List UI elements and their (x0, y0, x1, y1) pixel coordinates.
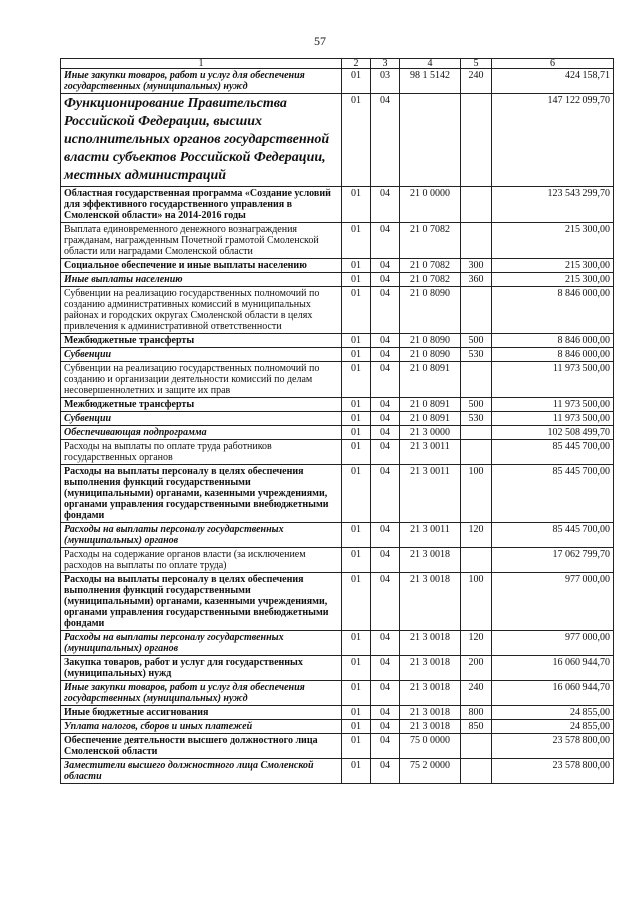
row-subsection-cell: 04 (371, 287, 400, 334)
row-target-article-cell: 21 0 7082 (400, 273, 461, 287)
row-subsection-cell: 04 (371, 187, 400, 223)
row-section-cell: 01 (342, 362, 371, 398)
row-name-cell: Иные закупки товаров, работ и услуг для обеспечения государственных (муниципальных) нужд (61, 681, 342, 706)
row-expense-type-cell (461, 187, 492, 223)
row-section-cell: 01 (342, 631, 371, 656)
row-name-cell: Выплата единовременного денежного вознаграждения гражданам, награжденным Почетной грамотой Смоленской области или наградами Смоленской области (61, 223, 342, 259)
row-amount-cell: 8 846 000,00 (492, 334, 614, 348)
row-expense-type-cell (461, 223, 492, 259)
table-row (61, 706, 614, 720)
table-row (61, 440, 614, 465)
row-target-article-cell: 21 0 8091 (400, 398, 461, 412)
table-row (61, 273, 614, 287)
row-amount-cell: 123 543 299,70 (492, 187, 614, 223)
row-target-article-cell: 21 0 7082 (400, 259, 461, 273)
row-name-cell: Субвенции (61, 348, 342, 362)
row-expense-type-cell: 800 (461, 706, 492, 720)
row-amount-cell: 16 060 944,70 (492, 681, 614, 706)
row-section-cell: 01 (342, 734, 371, 759)
row-subsection-cell: 04 (371, 398, 400, 412)
row-amount-cell: 8 846 000,00 (492, 287, 614, 334)
row-expense-type-cell: 850 (461, 720, 492, 734)
row-subsection-cell: 04 (371, 334, 400, 348)
row-subsection-cell: 04 (371, 440, 400, 465)
row-expense-type-cell: 500 (461, 398, 492, 412)
row-subsection-cell: 04 (371, 720, 400, 734)
row-target-article-cell (400, 94, 461, 187)
row-name-cell: Областная государственная программа «Создание условий для эффективного государственного управления в Смоленской области» на 2014-2016 годы (61, 187, 342, 223)
row-expense-type-cell: 530 (461, 412, 492, 426)
table-row (61, 426, 614, 440)
table-row (61, 681, 614, 706)
row-name-cell: Расходы на выплаты персоналу государственных (муниципальных) органов (61, 631, 342, 656)
row-amount-cell: 8 846 000,00 (492, 348, 614, 362)
table-row (61, 523, 614, 548)
row-section-cell: 01 (342, 465, 371, 523)
row-amount-cell: 977 000,00 (492, 573, 614, 631)
row-name-cell: Расходы на содержание органов власти (за исключением расходов на выплаты по оплате труда) (61, 548, 342, 573)
row-section-cell: 01 (342, 334, 371, 348)
table-row (61, 720, 614, 734)
table-row (61, 631, 614, 656)
table-row (61, 334, 614, 348)
row-amount-cell: 102 508 499,70 (492, 426, 614, 440)
table-row (61, 734, 614, 759)
row-expense-type-cell: 530 (461, 348, 492, 362)
row-name-cell: Расходы на выплаты персоналу в целях обеспечения выполнения функций государственными (муниципальными) органами, казенными учреждениями, органами управления государственными внебюджетными фондами (61, 573, 342, 631)
row-name-cell: Иные бюджетные ассигнования (61, 706, 342, 720)
row-section-cell: 01 (342, 720, 371, 734)
row-expense-type-cell: 360 (461, 273, 492, 287)
row-section-cell: 01 (342, 573, 371, 631)
column-header: 6 (492, 59, 614, 69)
row-amount-cell: 215 300,00 (492, 259, 614, 273)
table-row (61, 348, 614, 362)
row-target-article-cell: 21 0 8091 (400, 412, 461, 426)
row-subsection-cell: 04 (371, 94, 400, 187)
row-subsection-cell: 04 (371, 412, 400, 426)
row-target-article-cell: 21 3 0018 (400, 573, 461, 631)
row-target-article-cell: 21 3 0018 (400, 706, 461, 720)
row-name-cell: Межбюджетные трансферты (61, 334, 342, 348)
table-row (61, 69, 614, 94)
row-target-article-cell: 21 0 0000 (400, 187, 461, 223)
budget-table (60, 58, 614, 784)
row-expense-type-cell: 120 (461, 523, 492, 548)
row-subsection-cell: 04 (371, 273, 400, 287)
row-subsection-cell: 04 (371, 465, 400, 523)
row-target-article-cell: 21 3 0011 (400, 523, 461, 548)
row-section-cell: 01 (342, 223, 371, 259)
row-target-article-cell: 21 3 0018 (400, 681, 461, 706)
row-subsection-cell: 04 (371, 348, 400, 362)
row-subsection-cell: 04 (371, 362, 400, 398)
row-name-cell: Расходы на выплаты персоналу в целях обеспечения выполнения функций государственными (муниципальными) органами, казенными учреждениями, органами управления государственными внебюджетными фондами (61, 465, 342, 523)
row-expense-type-cell (461, 362, 492, 398)
row-name-cell: Обеспечивающая подпрограмма (61, 426, 342, 440)
row-expense-type-cell (461, 759, 492, 784)
row-amount-cell: 11 973 500,00 (492, 362, 614, 398)
row-expense-type-cell: 240 (461, 681, 492, 706)
row-amount-cell: 23 578 800,00 (492, 734, 614, 759)
row-target-article-cell: 21 0 7082 (400, 223, 461, 259)
table-row (61, 465, 614, 523)
row-subsection-cell: 04 (371, 734, 400, 759)
row-section-cell: 01 (342, 287, 371, 334)
row-expense-type-cell (461, 94, 492, 187)
row-expense-type-cell (461, 426, 492, 440)
table-row (61, 259, 614, 273)
table-row (61, 362, 614, 398)
row-section-cell: 01 (342, 412, 371, 426)
row-name-cell: Межбюджетные трансферты (61, 398, 342, 412)
row-section-cell: 01 (342, 348, 371, 362)
row-amount-cell: 11 973 500,00 (492, 398, 614, 412)
row-amount-cell: 17 062 799,70 (492, 548, 614, 573)
row-expense-type-cell: 100 (461, 573, 492, 631)
row-subsection-cell: 04 (371, 573, 400, 631)
row-name-cell: Субвенции на реализацию государственных полномочий по созданию и организации деятельности комиссий по делам несовершеннолетних и защите их прав (61, 362, 342, 398)
row-expense-type-cell: 240 (461, 69, 492, 94)
row-name-cell: Функционирование Правительства Российской Федерации, высших исполнительных органов государственной власти субъектов Российской Федерации, местных администраций (61, 94, 342, 187)
row-subsection-cell: 04 (371, 548, 400, 573)
row-name-cell: Расходы на выплаты персоналу государственных (муниципальных) органов (61, 523, 342, 548)
row-target-article-cell: 75 0 0000 (400, 734, 461, 759)
table-row (61, 412, 614, 426)
row-name-cell: Расходы на выплаты по оплате труда работников государственных органов (61, 440, 342, 465)
column-header: 5 (461, 59, 492, 69)
row-name-cell: Иные выплаты населению (61, 273, 342, 287)
row-section-cell: 01 (342, 681, 371, 706)
column-header: 3 (371, 59, 400, 69)
table-header-row (61, 59, 614, 69)
table-body (61, 69, 614, 784)
row-name-cell: Субвенции на реализацию государственных полномочий по созданию административных комиссий в муниципальных районах и городских округах Смоленской области в целях привлечения к административной ответственности (61, 287, 342, 334)
column-header: 4 (400, 59, 461, 69)
row-target-article-cell: 21 0 8090 (400, 287, 461, 334)
row-name-cell: Обеспечение деятельности высшего должностного лица Смоленской области (61, 734, 342, 759)
row-name-cell: Закупка товаров, работ и услуг для государственных (муниципальных) нужд (61, 656, 342, 681)
row-target-article-cell: 21 3 0018 (400, 720, 461, 734)
page-number: 57 (314, 34, 326, 48)
row-amount-cell: 24 855,00 (492, 706, 614, 720)
row-target-article-cell: 21 0 8091 (400, 362, 461, 398)
row-amount-cell: 85 445 700,00 (492, 440, 614, 465)
row-subsection-cell: 04 (371, 523, 400, 548)
row-name-cell: Уплата налогов, сборов и иных платежей (61, 720, 342, 734)
row-subsection-cell: 04 (371, 259, 400, 273)
row-amount-cell: 85 445 700,00 (492, 523, 614, 548)
row-section-cell: 01 (342, 259, 371, 273)
row-amount-cell: 977 000,00 (492, 631, 614, 656)
table-row (61, 187, 614, 223)
table-row (61, 573, 614, 631)
row-section-cell: 01 (342, 759, 371, 784)
row-section-cell: 01 (342, 398, 371, 412)
row-expense-type-cell (461, 287, 492, 334)
table-row (61, 548, 614, 573)
row-expense-type-cell (461, 548, 492, 573)
row-amount-cell: 85 445 700,00 (492, 465, 614, 523)
row-name-cell: Заместители высшего должностного лица Смоленской области (61, 759, 342, 784)
row-expense-type-cell (461, 440, 492, 465)
row-section-cell: 01 (342, 440, 371, 465)
table-row (61, 223, 614, 259)
row-expense-type-cell: 120 (461, 631, 492, 656)
row-amount-cell: 424 158,71 (492, 69, 614, 94)
row-target-article-cell: 21 0 8090 (400, 348, 461, 362)
row-section-cell: 01 (342, 426, 371, 440)
row-amount-cell: 147 122 099,70 (492, 94, 614, 187)
row-expense-type-cell: 300 (461, 259, 492, 273)
table-row (61, 398, 614, 412)
row-expense-type-cell: 200 (461, 656, 492, 681)
row-target-article-cell: 21 3 0018 (400, 656, 461, 681)
row-section-cell: 01 (342, 69, 371, 94)
row-section-cell: 01 (342, 706, 371, 720)
row-amount-cell: 11 973 500,00 (492, 412, 614, 426)
row-target-article-cell: 75 2 0000 (400, 759, 461, 784)
row-section-cell: 01 (342, 94, 371, 187)
row-target-article-cell: 21 3 0000 (400, 426, 461, 440)
row-subsection-cell: 04 (371, 681, 400, 706)
row-name-cell: Иные закупки товаров, работ и услуг для обеспечения государственных (муниципальных) нужд (61, 69, 342, 94)
row-target-article-cell: 21 0 8090 (400, 334, 461, 348)
column-header: 1 (61, 59, 342, 69)
table-row (61, 287, 614, 334)
row-subsection-cell: 04 (371, 656, 400, 681)
row-amount-cell: 215 300,00 (492, 223, 614, 259)
table-row (61, 94, 614, 187)
row-target-article-cell: 21 3 0011 (400, 440, 461, 465)
row-section-cell: 01 (342, 187, 371, 223)
row-name-cell: Субвенции (61, 412, 342, 426)
table-row (61, 656, 614, 681)
row-subsection-cell: 03 (371, 69, 400, 94)
row-section-cell: 01 (342, 656, 371, 681)
row-target-article-cell: 21 3 0018 (400, 548, 461, 573)
row-amount-cell: 24 855,00 (492, 720, 614, 734)
row-amount-cell: 23 578 800,00 (492, 759, 614, 784)
row-subsection-cell: 04 (371, 426, 400, 440)
row-expense-type-cell: 500 (461, 334, 492, 348)
row-section-cell: 01 (342, 523, 371, 548)
row-amount-cell: 16 060 944,70 (492, 656, 614, 681)
row-section-cell: 01 (342, 548, 371, 573)
row-expense-type-cell (461, 734, 492, 759)
row-name-cell: Социальное обеспечение и иные выплаты населению (61, 259, 342, 273)
table-row (61, 759, 614, 784)
row-subsection-cell: 04 (371, 223, 400, 259)
row-target-article-cell: 98 1 5142 (400, 69, 461, 94)
row-target-article-cell: 21 3 0011 (400, 465, 461, 523)
row-target-article-cell: 21 3 0018 (400, 631, 461, 656)
column-header: 2 (342, 59, 371, 69)
row-amount-cell: 215 300,00 (492, 273, 614, 287)
row-subsection-cell: 04 (371, 631, 400, 656)
row-subsection-cell: 04 (371, 759, 400, 784)
row-section-cell: 01 (342, 273, 371, 287)
row-expense-type-cell: 100 (461, 465, 492, 523)
row-subsection-cell: 04 (371, 706, 400, 720)
